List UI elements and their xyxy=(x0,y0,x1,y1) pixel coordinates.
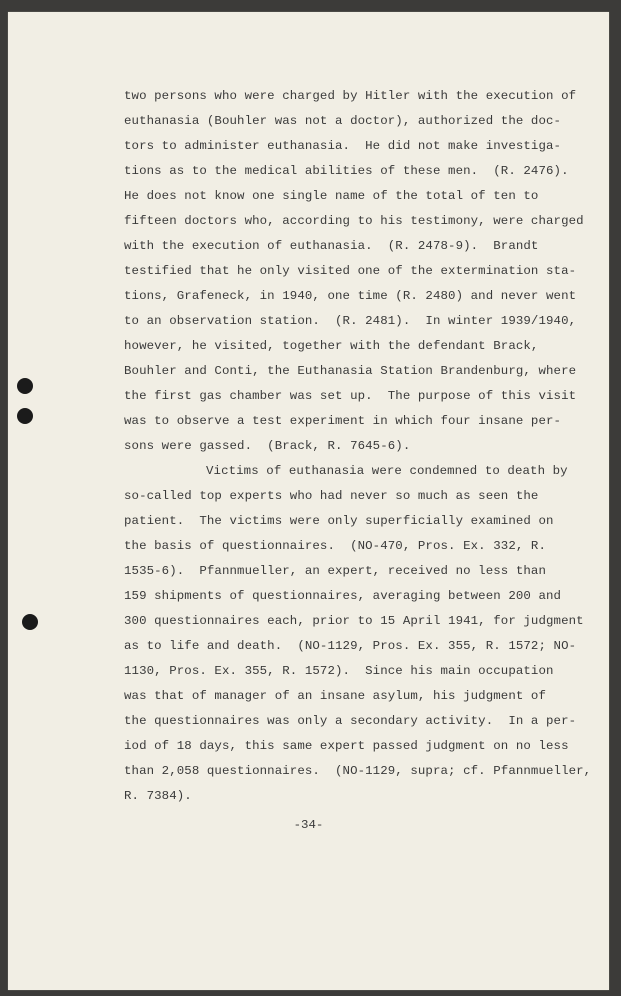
paragraph-first-line: Victims of euthanasia were condemned to death by xyxy=(206,464,568,478)
text-line: 1130, Pros. Ex. 355, R. 1572). Since his main occupation xyxy=(124,664,554,678)
text-line: was to observe a test experiment in which four insane per- xyxy=(124,414,562,428)
text-line: 300 questionnaires each, prior to 15 April 1941, for judgment xyxy=(124,614,584,628)
text-line: euthanasia (Bouhler was not a doctor), authorized the doc- xyxy=(124,114,562,128)
text-line: with the execution of euthanasia. (R. 2478-9). Brandt xyxy=(124,239,539,253)
punch-hole xyxy=(17,378,33,394)
text-line: to an observation station. (R. 2481). In winter 1939/1940, xyxy=(124,314,577,328)
text-line: 1535-6). Pfannmueller, an expert, received no less than xyxy=(124,564,546,578)
text-line: iod of 18 days, this same expert passed judgment on no less xyxy=(124,739,569,753)
text-line: the basis of questionnaires. (NO-470, Pros. Ex. 332, R. xyxy=(124,539,546,553)
text-line: tions as to the medical abilities of these men. (R. 2476). xyxy=(124,164,569,178)
text-line: so-called top experts who had never so much as seen the xyxy=(124,489,539,503)
text-line: sons were gassed. (Brack, R. 7645-6). xyxy=(124,439,411,453)
text-line: the questionnaires was only a secondary activity. In a per- xyxy=(124,714,577,728)
document-page xyxy=(8,12,609,990)
text-line: Bouhler and Conti, the Euthanasia Station Brandenburg, where xyxy=(124,364,577,378)
text-line: tions, Grafeneck, in 1940, one time (R. 2480) and never went xyxy=(124,289,577,303)
text-line: two persons who were charged by Hitler with the execution of xyxy=(124,89,577,103)
text-line: the first gas chamber was set up. The purpose of this visit xyxy=(124,389,577,403)
punch-hole xyxy=(17,408,33,424)
text-line: than 2,058 questionnaires. (NO-1129, supra; cf. Pfannmueller, xyxy=(124,764,592,778)
text-line: testified that he only visited one of the extermination sta- xyxy=(124,264,577,278)
text-line: was that of manager of an insane asylum, his judgment of xyxy=(124,689,546,703)
body-text xyxy=(124,84,596,809)
text-line: fifteen doctors who, according to his testimony, were charged xyxy=(124,214,584,228)
text-line: tors to administer euthanasia. He did not make investiga- xyxy=(124,139,562,153)
page-number: -34- xyxy=(293,818,324,832)
text-line: R. 7384). xyxy=(124,789,192,803)
text-line: however, he visited, together with the defendant Brack, xyxy=(124,339,539,353)
text-line: He does not know one single name of the total of ten to xyxy=(124,189,539,203)
text-line: patient. The victims were only superficially examined on xyxy=(124,514,554,528)
text-line: 159 shipments of questionnaires, averaging between 200 and xyxy=(124,589,562,603)
punch-hole xyxy=(22,614,38,630)
text-line: as to life and death. (NO-1129, Pros. Ex. 355, R. 1572; NO- xyxy=(124,639,577,653)
